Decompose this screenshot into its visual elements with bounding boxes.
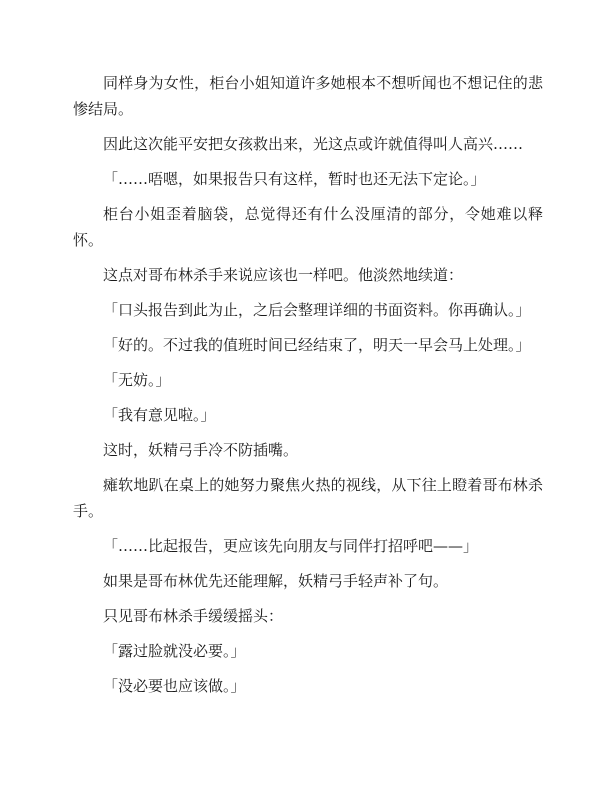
paragraph: 如果是哥布林优先还能理解，妖精弓手轻声补了句。 [103, 572, 449, 590]
paragraph: 「口头报告到此为止，之后会整理详细的书面资料。你再确认。」 [103, 301, 531, 319]
paragraph: 这点对哥布林杀手来说应该也一样吧。他淡然地续道： [103, 266, 464, 284]
paragraph: 「……比起报告，更应该先向朋友与同伴打招呼吧——」 [103, 537, 479, 555]
paragraph: 「无妨。」 [103, 371, 171, 389]
paragraph: 柜台小姐歪着脑袋，总觉得还有什么没厘清的部分，令她难以释怀。 [73, 205, 543, 249]
paragraph: 同样身为女性，柜台小姐知道许多她根本不想听闻也不想记住的悲惨结局。 [73, 74, 543, 118]
paragraph: 「没必要也应该做。」 [103, 677, 246, 695]
paragraph: 「我有意见啦。」 [103, 406, 216, 424]
paragraph: 「露过脸就没必要。」 [103, 642, 246, 660]
paragraph: 这时，妖精弓手冷不防插嘴。 [103, 441, 299, 459]
body-text [73, 70, 543, 708]
paragraph: 只见哥布林杀手缓缓摇头： [103, 607, 284, 625]
paragraph: 瘫软地趴在桌上的她努力聚焦火热的视线，从下往上瞪着哥布林杀手。 [73, 476, 543, 520]
paragraph: 「好的。不过我的值班时间已经结束了，明天一早会马上处理。」 [103, 336, 531, 354]
paragraph: 因此这次能平安把女孩救出来，光这点或许就值得叫人高兴…… [103, 135, 524, 153]
paragraph: 「……唔嗯，如果报告只有这样，暂时也还无法下定论。」 [103, 170, 486, 188]
